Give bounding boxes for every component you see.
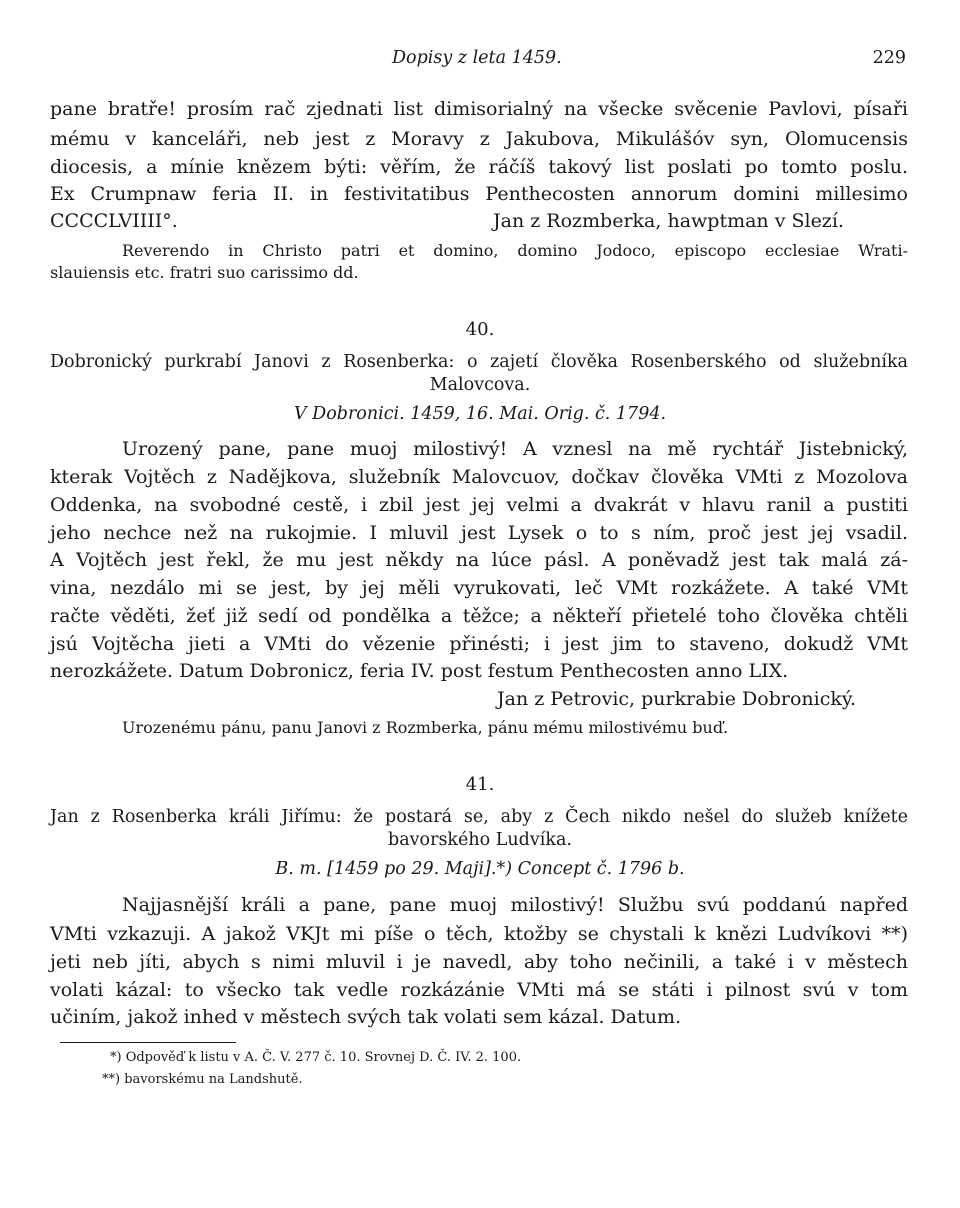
text-line: volati kázal: to všecko tak vedle rozkázánie VMti má se státi i pilnost svú v tom (50, 979, 908, 1001)
text-line: učiním, jakož inhed v městech svých tak volati sem kázal. Datum. (50, 1006, 682, 1028)
text-line: pane bratře! prosím rač zjednati list dimisorialný na všecke svěcenie Pavlovi, písaři (50, 98, 908, 120)
signature: Jan z Petrovic, purkrabie Dobronický. (497, 688, 857, 710)
text-line: VMti vzkazuji. A jakož VKJt mi píše o těch, ktožby se chystali k knězi Ludvíkovi **) (50, 923, 908, 945)
summary-line: Jan z Rosenberka králi Jiřímu: že postará se, aby z Čech nikdo nešel do služeb knížete (50, 807, 908, 827)
text-line: jeti neb jíti, abych s nimi mluvil i je navedl, aby toho nečinili, a také i v městech (50, 951, 908, 973)
summary-line: Malovcova. (429, 375, 531, 395)
source-line: V Dobronici. 1459, 16. Mai. Orig. č. 1794. (293, 404, 667, 424)
text-line: A Vojtěch jest řekl, že mu jest někdy na lúce pásl. A poněvadž jest tak malá zá- (50, 549, 908, 571)
text-line: Oddenka, na svobodné cestě, i zbil jest jej velmi a dvakrát v hlavu ranil a pustiti (50, 494, 908, 516)
page-number: 229 (872, 48, 906, 68)
text-line: Najjasnější králi a pane, pane muoj milostivý! Službu svú poddanú napřed (122, 894, 908, 916)
text-line: Ex Crumpnaw feria II. in festivitatibus Penthecosten annorum domini millesimo (50, 183, 908, 205)
text-line: račte věděti, žeť již sedí od pondělka a těžce; a někteří přietelé toho člověka chtěli (50, 605, 908, 627)
footnote-rule (60, 1042, 236, 1043)
text-line: mému v kanceláři, neb jest z Moravy z Jakubova, Mikulášóv syn, Olomucensis (50, 128, 908, 150)
source-line: B. m. [1459 po 29. Maji].*) Concept č. 1796 b. (275, 859, 685, 879)
footnote: *) Odpověď k listu v A. Č. V. 277 č. 10. Srovnej D. Č. IV. 2. 100. (110, 1050, 522, 1065)
letter-number: 41. (465, 774, 495, 795)
text-line: jeho nechce než na rukojmie. I mluvil jest Lysek o to s ním, proč jest jej vsadil. (50, 522, 908, 544)
text-line: kterak Vojtěch z Nadějkova, služebník Malovcuov, dočkav člověka VMti z Mozolova (50, 466, 908, 488)
text-line: jsú Vojtěcha jieti a VMti do vězenie přinésti; i jest jim to staveno, dokudž VMt (50, 633, 908, 655)
summary-line: bavorského Ludvíka. (388, 830, 572, 850)
date-line: CCCCLVIIII°. (50, 210, 178, 232)
address-line: Reverendo in Christo patri et domino, domino Jodoco, episcopo ecclesiae Wrati- (122, 241, 908, 260)
address-line: slauiensis etc. fratri suo carissimo dd. (50, 263, 359, 282)
text-line: nerozkážete. Datum Dobronicz, feria IV. post festum Penthecosten anno LIX. (50, 660, 789, 682)
signature: Jan z Rozmberka, hawptman v Slezí. (493, 210, 844, 232)
running-title: Dopisy z leta 1459. (392, 48, 562, 68)
address-line: Urozenému pánu, panu Janovi z Rozmberka, pánu mému milostivému buď. (122, 718, 729, 737)
summary-line: Dobronický purkrabí Janovi z Rosenberka: o zajetí člověka Rosenberského od služebníka (50, 352, 908, 372)
footnote: **) bavorskému na Landshutě. (102, 1072, 303, 1087)
text-line: diocesis, a mínie knězem býti: věřím, že ráčíš takový list poslati po tomto poslu. (50, 156, 908, 178)
text-line: Urozený pane, pane muoj milostivý! A vznesl na mě rychtář Jistebnický, (122, 438, 908, 460)
letter-number: 40. (465, 319, 495, 340)
text-line: vina, nezdálo mi se jest, by jej měli vyrukovati, leč VMt rozkážete. A také VMt (50, 577, 908, 599)
